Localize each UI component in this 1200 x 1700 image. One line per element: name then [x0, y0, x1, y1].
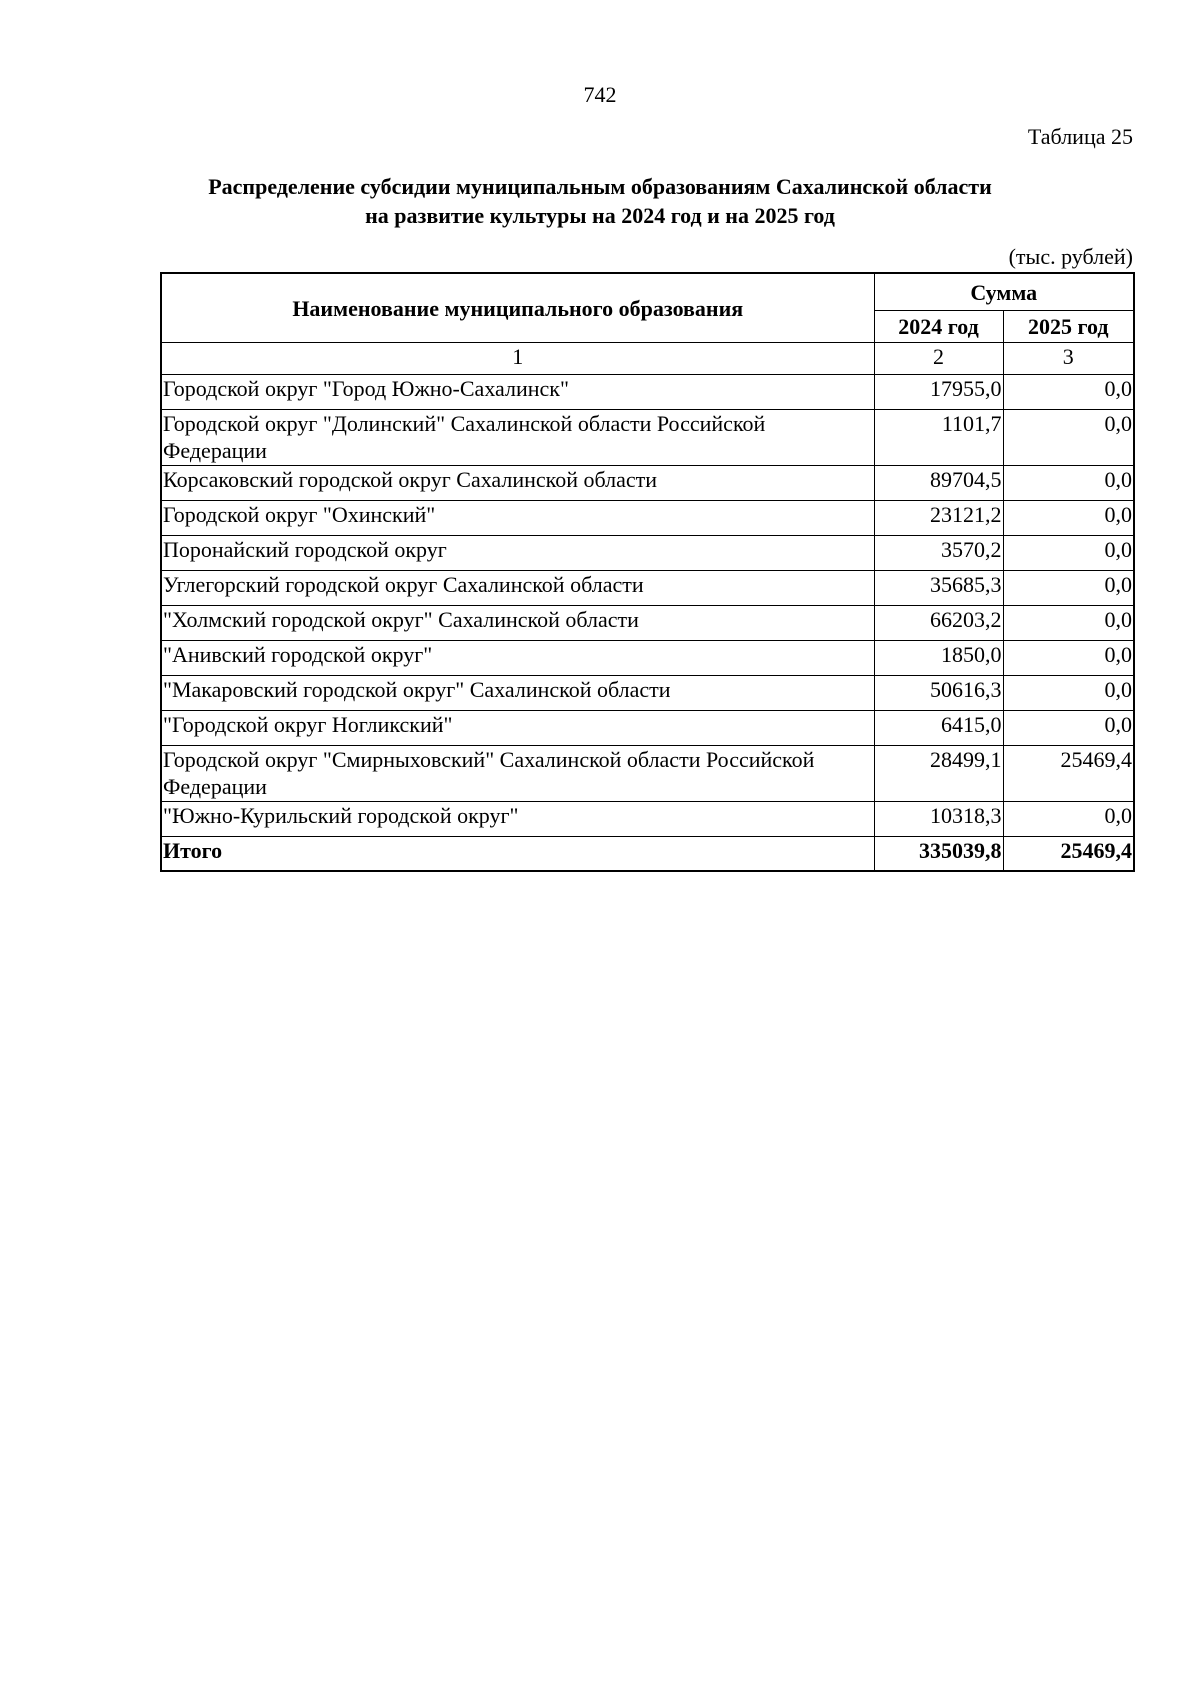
column-number: 3 — [1003, 343, 1134, 375]
total-label: Итого — [161, 837, 874, 872]
header-year-2024: 2024 год — [874, 311, 1003, 343]
table-row — [161, 711, 1134, 746]
table-row — [161, 375, 1134, 410]
table-row — [161, 466, 1134, 501]
total-row — [161, 837, 1134, 872]
table-row — [161, 571, 1134, 606]
amount-2024: 10318,3 — [874, 802, 1003, 837]
amount-2025: 0,0 — [1003, 641, 1134, 676]
amount-2025: 0,0 — [1003, 571, 1134, 606]
municipality-name: "Холмский городской округ" Сахалинской области — [161, 606, 874, 641]
municipality-name: Городской округ "Охинский" — [161, 501, 874, 536]
amount-2024: 6415,0 — [874, 711, 1003, 746]
amount-2024: 66203,2 — [874, 606, 1003, 641]
title-line-2: на развитие культуры на 2024 год и на 2025 год — [365, 203, 835, 228]
page-number: 742 — [583, 82, 617, 107]
column-number: 2 — [874, 343, 1003, 375]
header-sum: Сумма — [874, 273, 1134, 311]
table-row — [161, 410, 1134, 466]
amount-2025: 0,0 — [1003, 501, 1134, 536]
amount-2024: 89704,5 — [874, 466, 1003, 501]
amount-2024: 28499,1 — [874, 746, 1003, 802]
amount-2025: 25469,4 — [1003, 746, 1134, 802]
amount-2024: 1850,0 — [874, 641, 1003, 676]
amount-2025: 0,0 — [1003, 410, 1134, 466]
title-line-1: Распределение субсидии муниципальным образованиям Сахалинской области — [208, 174, 992, 199]
municipality-name: "Анивский городской округ" — [161, 641, 874, 676]
amount-2024: 1101,7 — [874, 410, 1003, 466]
municipality-name: Углегорский городской округ Сахалинской области — [161, 571, 874, 606]
amount-2025: 0,0 — [1003, 375, 1134, 410]
amount-2025: 0,0 — [1003, 676, 1134, 711]
header-year-2025: 2025 год — [1003, 311, 1134, 343]
amount-2024: 3570,2 — [874, 536, 1003, 571]
municipality-name: Городской округ "Смирныховский" Сахалинской области Российской Федерации — [161, 746, 874, 802]
table-row — [161, 501, 1134, 536]
table-row — [161, 606, 1134, 641]
municipality-name: Корсаковский городской округ Сахалинской области — [161, 466, 874, 501]
table-label: Таблица 25 — [1027, 124, 1133, 149]
amount-2025: 0,0 — [1003, 711, 1134, 746]
municipality-name: "Южно-Курильский городской округ" — [161, 802, 874, 837]
table-row — [161, 746, 1134, 802]
municipality-name: "Макаровский городской округ" Сахалинской области — [161, 676, 874, 711]
amount-2024: 23121,2 — [874, 501, 1003, 536]
subsidy-table — [160, 272, 1135, 872]
table-row — [161, 641, 1134, 676]
units-label: (тыс. рублей) — [1008, 244, 1133, 269]
table-row — [161, 802, 1134, 837]
total-2024: 335039,8 — [874, 837, 1003, 872]
column-number: 1 — [161, 343, 874, 375]
municipality-name: Поронайский городской округ — [161, 536, 874, 571]
municipality-name: "Городской округ Ногликский" — [161, 711, 874, 746]
total-2025: 25469,4 — [1003, 837, 1134, 872]
document-title — [0, 172, 1200, 230]
municipality-name: Городской округ "Город Южно-Сахалинск" — [161, 375, 874, 410]
amount-2024: 50616,3 — [874, 676, 1003, 711]
amount-2025: 0,0 — [1003, 466, 1134, 501]
table-row — [161, 676, 1134, 711]
table-row — [161, 536, 1134, 571]
amount-2024: 17955,0 — [874, 375, 1003, 410]
amount-2025: 0,0 — [1003, 606, 1134, 641]
amount-2025: 0,0 — [1003, 536, 1134, 571]
amount-2025: 0,0 — [1003, 802, 1134, 837]
amount-2024: 35685,3 — [874, 571, 1003, 606]
municipality-name: Городской округ "Долинский" Сахалинской области Российской Федерации — [161, 410, 874, 466]
header-name: Наименование муниципального образования — [161, 273, 874, 343]
